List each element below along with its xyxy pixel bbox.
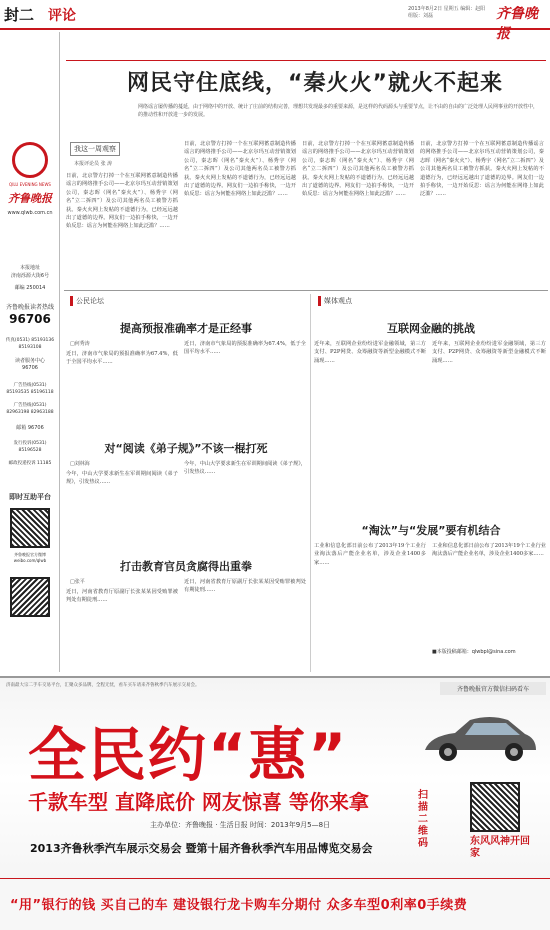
media-tag: 媒体观点 [318,296,352,306]
ad-sponsor: 主办单位：齐鲁晚报 · 生活日报 时间：2013年9月5—8日 [150,821,331,829]
article-b-byline: □刘林海 [70,461,90,467]
qr-code-icon [10,508,50,548]
ad-intro-text: 济南最大宗二手车交易平台，汇聚众多品牌，全程无忧，看车买车请来齐鲁秋季汽车展示交易会。 [6,683,200,688]
main-headline: 网民守住底线，“秦火火”就火不起来 [127,71,503,96]
section-name: 评论 [48,8,76,24]
article-b-body-1: 今年，中山大学要求新生在军训期间阅读《弟子规》，引发热议…… [66,471,178,486]
article-e-body-2: 工业和信息化部日前公布了2013年19个工业行业淘汰落后产能企业名单，涉及企业1400多家…… [432,543,546,558]
postal-complaint: 邮政投递投诉 11185 [8,461,52,466]
ad-expo-name: 2013齐鲁秋季汽车展示交易会 暨第十届齐鲁秋季汽车用品博览交易会 [30,842,373,855]
ad-slogan: 千款车型 直降底价 网友惊喜 等你来拿 [28,790,369,814]
column-body-4: 日前，北京警方打掉一个在互联网蓄意制造传播谣言的网络推手公司——北京尔玛互动营销策划公司，秦志晖（网名“秦火火”）、杨秀宇（网名“立二拆四”）及公司其他两名员工被警方抓获。秦火火网上发帖的不道德行为，已经远远越出了道德的边界。网友们一边拍手称快，一边开始反思：谣言为何能在网络上如此泛滥？…… [420,141,544,198]
article-d-title: 互联网金融的挑战 [387,322,475,335]
top-rule [66,60,546,61]
column-body-3: 日前，北京警方打掉一个在互联网蓄意制造传播谣言的网络推手公司——北京尔玛互动营销策划公司，秦志晖（网名“秦火火”）、杨秀宇（网名“立二拆四”）及公司其他两名员工被警方抓获。秦火火网上发帖的不道德行为，已经远远越出了道德的边界。网友们一边拍手称快，一边开始反思：谣言为何能在网络上如此泛滥？…… [302,141,414,198]
ad-hotline-1: 广告热线(0531) 85193535 85196118 [6,383,54,395]
column-body-1: 日前，北京警方打掉一个在互联网蓄意制造传播谣言的网络推手公司——北京尔玛互动营销策划公司，秦志晖（网名“秦火火”）、杨秀宇（网名“立二拆四”）及公司其他两名员工被警方抓获。秦火火网上发帖的不道德行为，已经远远越出了道德的边界。网友们一边拍手称快，一边开始反思：谣言为何能在网络上如此泛滥？…… [66,173,178,230]
ad-hotline-2: 广告热线(0531) 82963198 82963188 [6,403,54,415]
column-tag: 我这一周观察 [70,142,120,156]
article-a-body-2: 近日，济南市气象局的预报准确率为67.4%，低于全国平均水平…… [184,341,306,356]
ad-main-title: 全民约“惠” [28,721,349,789]
article-c-byline: □张平 [70,579,85,585]
masthead-column [0,32,60,672]
ad-scan-label: 扫描二维码 [418,790,428,849]
distribution: 发行投诉(0531) 85196528 [13,441,47,453]
ad-bank-offer: “用”银行的钱 买自己的车 建设银行龙卡购车分期付 众多车型0利率0手续费 [10,898,468,913]
article-a-body-1: 近日，济南市气象局的预报准确率为67.4%，低于全国平均水平…… [66,351,178,366]
fax: 传真(0531) 85193136 85193108 [5,338,55,350]
website: www.qlwb.com.cn [7,210,53,216]
headline-deck: 网络谣言屡传播的蔓延，由于网络中的开放、统计了庄前的结构完善，理想共发现最多的重要来源，是这样的代码源头与重要节点，让不由的自由的广泛处理人民网事业的开放性中，的推动性和开放进一步的发展。 [138,104,539,118]
logo-emblem-icon [12,142,48,178]
ad-qr-code-icon [470,782,520,832]
newspaper-logo: 齐鲁晚报 [496,6,538,42]
service-number: 96706 [22,365,38,371]
column-body-2: 日前，北京警方打掉一个在互联网蓄意制造传播谣言的网络推手公司——北京尔玛互动营销策划公司，秦志晖（网名“秦火火”）、杨秀宇（网名“立二拆四”）及公司其他两名员工被警方抓获。秦火火网上发帖的不道德行为，已经远远越出了道德的边界。网友们一边拍手称快，一边开始反思：谣言为何能在网络上如此泛滥？…… [184,141,296,198]
car-expo-ad [0,676,550,930]
page-header [0,0,550,42]
qr-caption: 齐鲁晚报官方微博 weibo.com/qlwb [13,552,47,563]
logo-slogan: QILU EVENING NEWS [9,182,51,187]
qr-code-icon [10,577,50,617]
ad-wechat-title: 齐鲁晚报官方微信扫码看车 [440,682,546,695]
section-number: 封二 [4,6,35,24]
address: 济南泺源大街6号 [10,273,50,279]
forum-tag: 公民论坛 [70,296,104,306]
issue-info: 2013年8月2日 星期五 编辑：赵阳 组版：刘磊 [408,6,486,19]
article-e-title: “淘汰”与“发展”要有机结合 [361,524,501,537]
article-d-body-2: 近年来，互联网企业纷纷进军金融领域，第三方支付、P2P网贷、众筹融资等新型金融模式不断涌现…… [432,341,546,364]
mail: 邮箱 96706 [16,425,44,431]
article-c-body-1: 近日，河南省教育厅原副厅长张某某因受贿罪被判处有期徒刑…… [66,589,178,604]
submission-email: ■本版投稿邮箱：qlwbpl@sina.com [432,649,516,655]
weibo-label: 即时互助平台 [9,493,51,501]
section-divider [64,290,548,291]
hotline-number: 96706 [9,312,51,326]
column-byline: 本报评论员 张 涛 [74,161,113,167]
article-c-title: 打击教育官员贪腐得出重拳 [120,560,252,573]
column-divider [310,294,311,672]
article-c-body-2: 近日，河南省教育厅原副厅长张某某因受贿罪被判处有期徒刑…… [184,579,306,594]
article-b-body-2: 今年，中山大学要求新生在军训期间阅读《弟子规》，引发热议…… [184,461,306,476]
address-label: 本报地址 [19,265,40,271]
masthead-logo: 齐鲁晚报 [8,192,52,205]
article-e-body-1: 工业和信息化部日前公布了2013年19个工业行业淘汰落后产能企业名单，涉及企业1400多家…… [314,543,426,566]
article-d-body-1: 近年来，互联网企业纷纷进军金融领域，第三方支付、P2P网贷、众筹融资等新型金融模式不断涌现…… [314,341,426,364]
article-a-byline: □何秀涛 [70,341,90,347]
ad-brand: 东风风神开回家 [470,836,530,859]
article-b-title: 对“阅读《弟子规》”不该一棍打死 [104,442,268,455]
service-label: 读者服务中心 [14,358,45,364]
article-a-title: 提高预报准确率才是正经事 [120,322,252,335]
hotline-label: 齐鲁晚报读者热线 [5,304,54,311]
car-image-icon [420,708,540,768]
postcode: 邮编 250014 [14,285,46,291]
